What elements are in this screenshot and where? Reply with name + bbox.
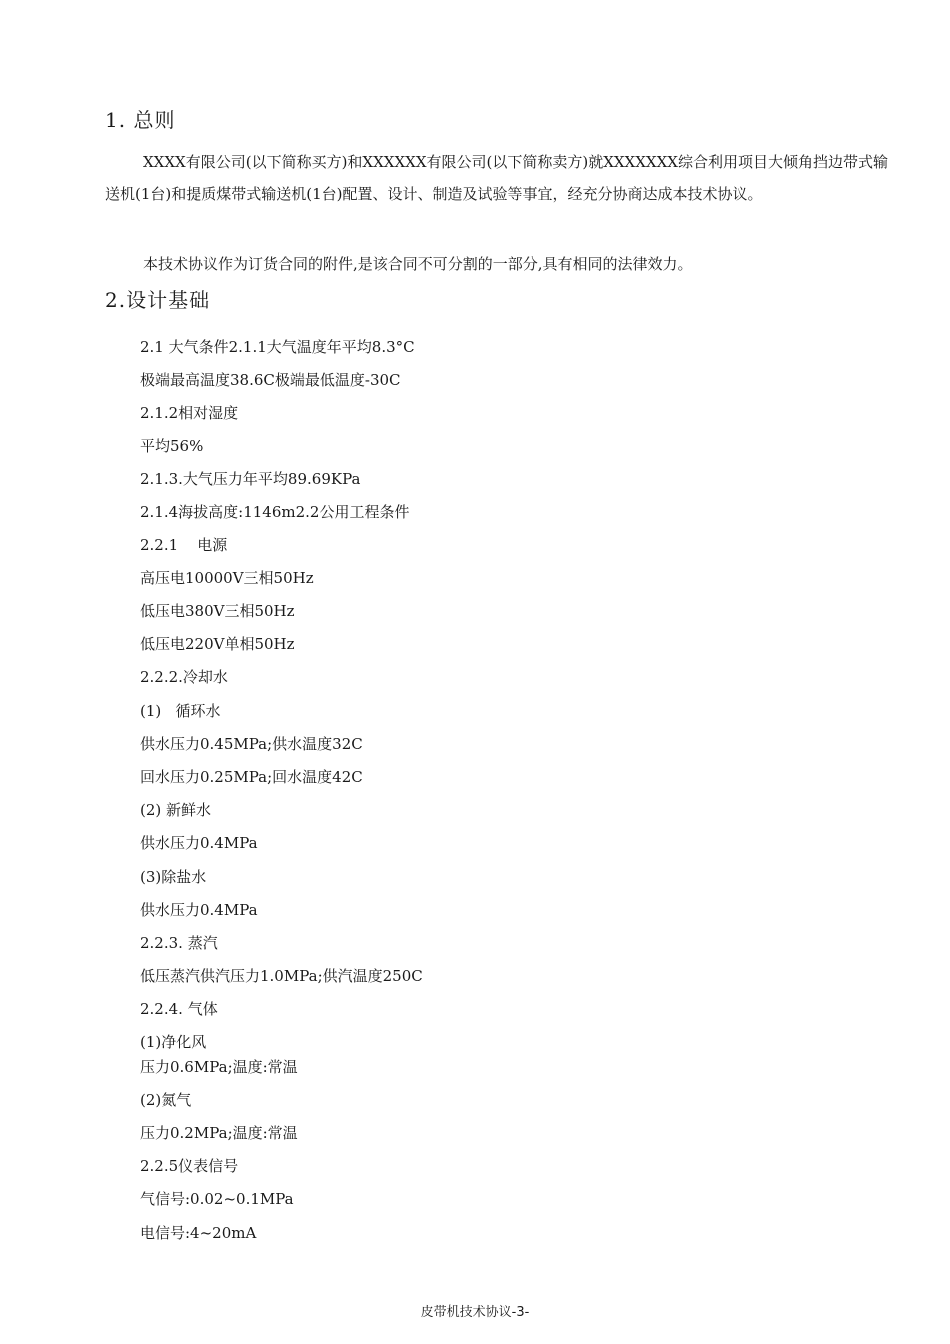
list-item: (2) 新鲜水: [140, 801, 212, 819]
list-item: 高压电10000V三相50Hz: [140, 569, 314, 587]
list-item: 2.1.2相对湿度: [140, 404, 239, 422]
list-item: 供水压力0.45MPa;供水温度32C: [140, 735, 363, 753]
list-item: 低压蒸汽供汽压力1.0MPa;供汽温度250C: [140, 967, 423, 985]
list-item: 供水压力0.4MPa: [140, 834, 258, 852]
list-item: 低压电220V单相50Hz: [140, 635, 295, 653]
list-item: 2.2.3. 蒸汽: [140, 934, 218, 952]
list-item: 平均56%: [140, 437, 204, 455]
list-item: 回水压力0.25MPa;回水温度42C: [140, 768, 363, 786]
list-item: (3)除盐水: [140, 868, 207, 886]
section-heading-design-basis: 2.设计基础: [105, 288, 211, 312]
intro-paragraph: XXXX有限公司(以下简称买方)和XXXXXX有限公司(以下简称卖方)就XXXXXXX综合利用项目大倾角挡边带式输送机(1台)和提质煤带式输送机(1台)配置、设计、制造及试验等事宜，经充分协商达成本技术协议。: [105, 153, 888, 203]
list-item: (1) 循环水: [140, 702, 221, 720]
list-item: 2.2.4. 气体: [140, 1000, 218, 1018]
legal-effect-paragraph: 本技术协议作为订货合同的附件,是该合同不可分割的一部分,具有相同的法律效力。: [143, 255, 693, 273]
list-item: (2)氮气: [140, 1091, 192, 1109]
page-footer: 皮带机技术协议-3-: [420, 1305, 530, 1320]
list-item: 供水压力0.4MPa: [140, 901, 258, 919]
list-item: (1)净化风: [140, 1033, 207, 1051]
list-item: 低压电380V三相50Hz: [140, 602, 295, 620]
list-item: 2.2.2.冷却水: [140, 668, 228, 686]
list-item: 2.2.5仪表信号: [140, 1157, 239, 1175]
list-item: 2.1 大气条件2.1.1大气温度年平均8.3°C: [140, 338, 415, 356]
list-item: 压力0.6MPa;温度:常温: [140, 1058, 298, 1076]
list-item: 极端最高温度38.6C极端最低温度-30C: [140, 371, 401, 389]
section-heading-general: 1. 总则: [105, 108, 176, 132]
list-item: 气信号:0.02~0.1MPa: [140, 1190, 294, 1208]
list-item: 压力0.2MPa;温度:常温: [140, 1124, 298, 1142]
list-item: 电信号:4~20mA: [140, 1224, 257, 1242]
list-item: 2.1.4海拔高度:1146m2.2公用工程条件: [140, 503, 410, 521]
list-item: 2.2.1 电源: [140, 536, 228, 554]
list-item: 2.1.3.大气压力年平均89.69KPa: [140, 470, 361, 488]
